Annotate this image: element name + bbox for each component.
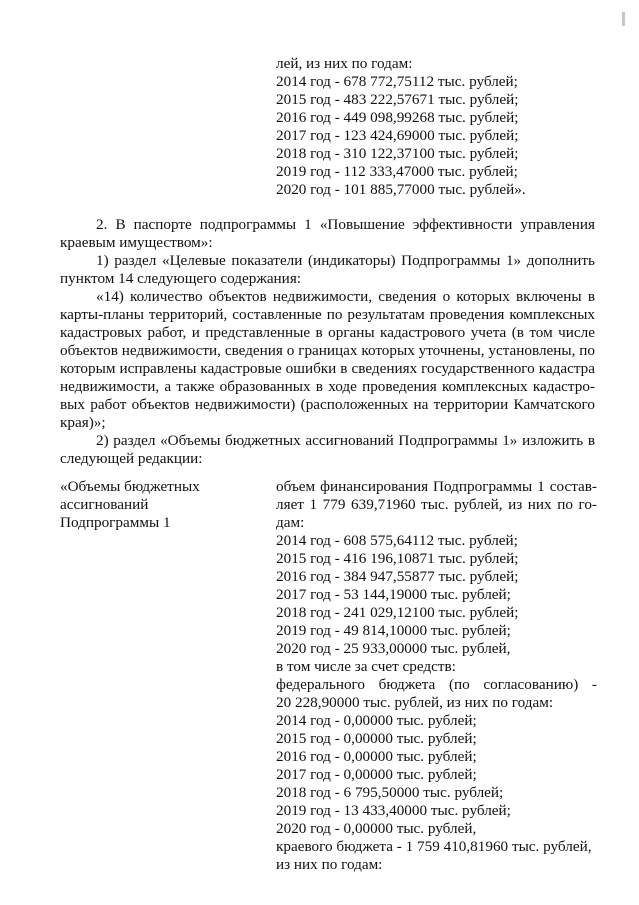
table-right-line: 2020 год - 25 933,00000 тыс. рублей, [276, 640, 511, 657]
table-right-line: из них по годам: [276, 856, 383, 873]
table-right-line: 2015 год - 0,00000 тыс. рублей; [276, 730, 477, 747]
table-right-line: 2016 год - 384 947,55877 тыс. рублей; [276, 568, 519, 585]
table-right-line: ляет 1 779 639,71960 тыс. рублей, из них по го- [276, 496, 597, 513]
table-left-line: «Объемы бюджетных [60, 478, 200, 495]
intro-line: 2019 год - 112 333,47000 тыс. рублей; [276, 163, 518, 180]
table-right-line: 2017 год - 53 144,19000 тыс. рублей; [276, 586, 511, 603]
table-right-line: 20 228,90000 тыс. рублей, из них по годам: [276, 694, 554, 711]
intro-line: 2020 год - 101 885,77000 тыс. рублей». [276, 181, 526, 198]
table-right-line: 2018 год - 6 795,50000 тыс. рублей; [276, 784, 504, 801]
table-right-line: в том числе за счет средств: [276, 658, 456, 675]
table-right-line: 2019 год - 13 433,40000 тыс. рублей; [276, 802, 511, 819]
table-right-line: 2014 год - 0,00000 тыс. рублей; [276, 712, 477, 729]
intro-line: 2016 год - 449 098,99268 тыс. рублей; [276, 109, 519, 126]
table-right-line: дам: [276, 514, 305, 531]
table-right-line: 2015 год - 416 196,10871 тыс. рублей; [276, 550, 519, 567]
paragraph-line: 2) раздел «Объемы бюджетных ассигнований Подпрограммы 1» изложить в [96, 432, 595, 449]
paragraph-line: следующей редакции: [60, 450, 203, 467]
table-right-line: 2020 год - 0,00000 тыс. рублей, [276, 820, 477, 837]
paragraph-line: пунктом 14 следующего содержания: [60, 270, 302, 287]
table-right-line: 2018 год - 241 029,12100 тыс. рублей; [276, 604, 519, 621]
table-right-line: 2019 год - 49 814,10000 тыс. рублей; [276, 622, 511, 639]
paragraph-line: 1) раздел «Целевые показатели (индикаторы) Подпрограммы 1» дополнить [96, 252, 595, 269]
table-left-line: ассигнований [60, 496, 149, 513]
paragraph-line: объектов недвижимости, сведения о границах которых уточнены, установлены, по [60, 342, 595, 359]
table-right-line: объем финансирования Подпрограммы 1 состав- [276, 478, 597, 495]
intro-line: лей, из них по годам: [276, 55, 413, 72]
table-right-line: 2014 год - 608 575,64112 тыс. рублей; [276, 532, 518, 549]
intro-line: 2017 год - 123 424,69000 тыс. рублей; [276, 127, 519, 144]
intro-line: 2014 год - 678 772,75112 тыс. рублей; [276, 73, 518, 90]
paragraph-line: края)»; [60, 414, 106, 431]
paragraph-line: недвижимости, а также образованных в ходе проведения комплексных кадастро- [60, 378, 595, 395]
table-left-line: Подпрограммы 1 [60, 514, 171, 531]
paragraph-line: краевым имуществом»: [60, 234, 213, 251]
intro-line: 2015 год - 483 222,57671 тыс. рублей; [276, 91, 519, 108]
table-right-line: 2017 год - 0,00000 тыс. рублей; [276, 766, 477, 783]
paragraph-line: карты-планы территорий, составленные по результатам проведения комплексных [60, 306, 595, 323]
section-2-heading: 2. В паспорте подпрограммы 1 «Повышение эффективности управления [96, 216, 595, 233]
scan-margin-mark [622, 12, 625, 26]
paragraph-line: вых работ объектов недвижимости) (расположенных на территории Камчатского [60, 396, 595, 413]
paragraph-line: которым исправлены кадастровые ошибки в сведениях государственного кадастра [60, 360, 595, 377]
paragraph-line: кадастровых работ, и представленные в органы кадастрового учета (в том числе [60, 324, 595, 341]
table-right-line: 2016 год - 0,00000 тыс. рублей; [276, 748, 477, 765]
table-right-line: федерального бюджета (по согласованию) - [276, 676, 597, 693]
table-right-line: краевого бюджета - 1 759 410,81960 тыс. рублей, [276, 838, 592, 855]
intro-line: 2018 год - 310 122,37100 тыс. рублей; [276, 145, 519, 162]
paragraph-line: «14) количество объектов недвижимости, сведения о которых включены в [96, 288, 595, 305]
